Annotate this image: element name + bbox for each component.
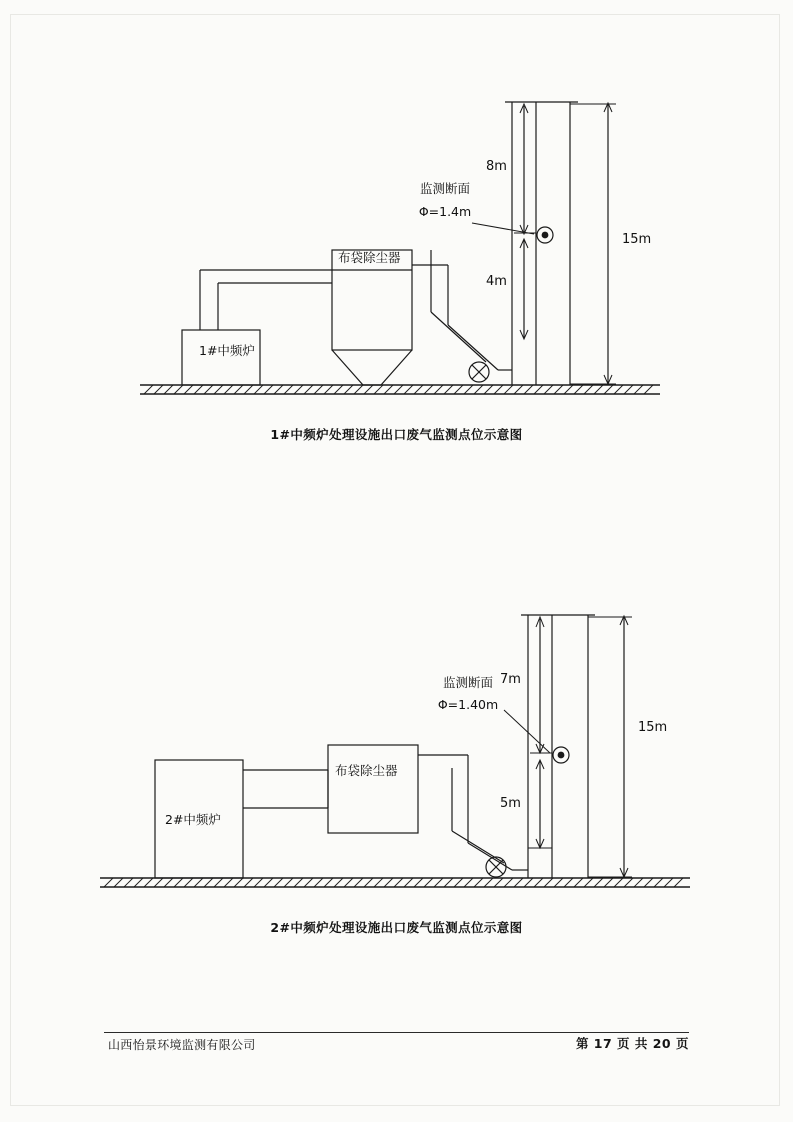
- figure-2-section-title: 监测断面: [442, 675, 494, 690]
- figure-1-section-title: 监测断面: [419, 181, 471, 196]
- figure-2-dim-lower: 5m: [500, 796, 521, 811]
- figure-1-dim-upper: 8m: [486, 159, 507, 174]
- figure-2-dim-upper: 7m: [500, 672, 521, 687]
- footer-company: 山西怡景环境监测有限公司: [108, 1038, 256, 1052]
- figure-1-dust-collector-label: 布袋除尘器: [338, 250, 401, 265]
- footer-pagination: 第 17 页 共 20 页: [575, 1036, 689, 1051]
- footer-divider: [104, 1032, 689, 1033]
- figure-2-furnace-label: 2#中频炉: [165, 812, 221, 827]
- figure-2-caption: 2#中频炉处理设施出口废气监测点位示意图: [270, 920, 523, 935]
- figure-1-diameter-label: Φ=1.4m: [418, 204, 472, 219]
- figure-1-caption: 1#中频炉处理设施出口废气监测点位示意图: [270, 427, 523, 442]
- figure-2-dim-stack: 15m: [638, 720, 668, 735]
- figure-2-diagram: [100, 595, 720, 900]
- figure-1-dim-stack: 15m: [622, 232, 652, 247]
- figure-1-dim-lower: 4m: [486, 274, 507, 289]
- figure-1-furnace-label: 1#中频炉: [199, 343, 255, 358]
- figure-1-diagram: [100, 80, 720, 410]
- figure-2-diameter-label: Φ=1.40m: [437, 697, 499, 712]
- figure-2-dust-collector-label: 布袋除尘器: [335, 763, 398, 778]
